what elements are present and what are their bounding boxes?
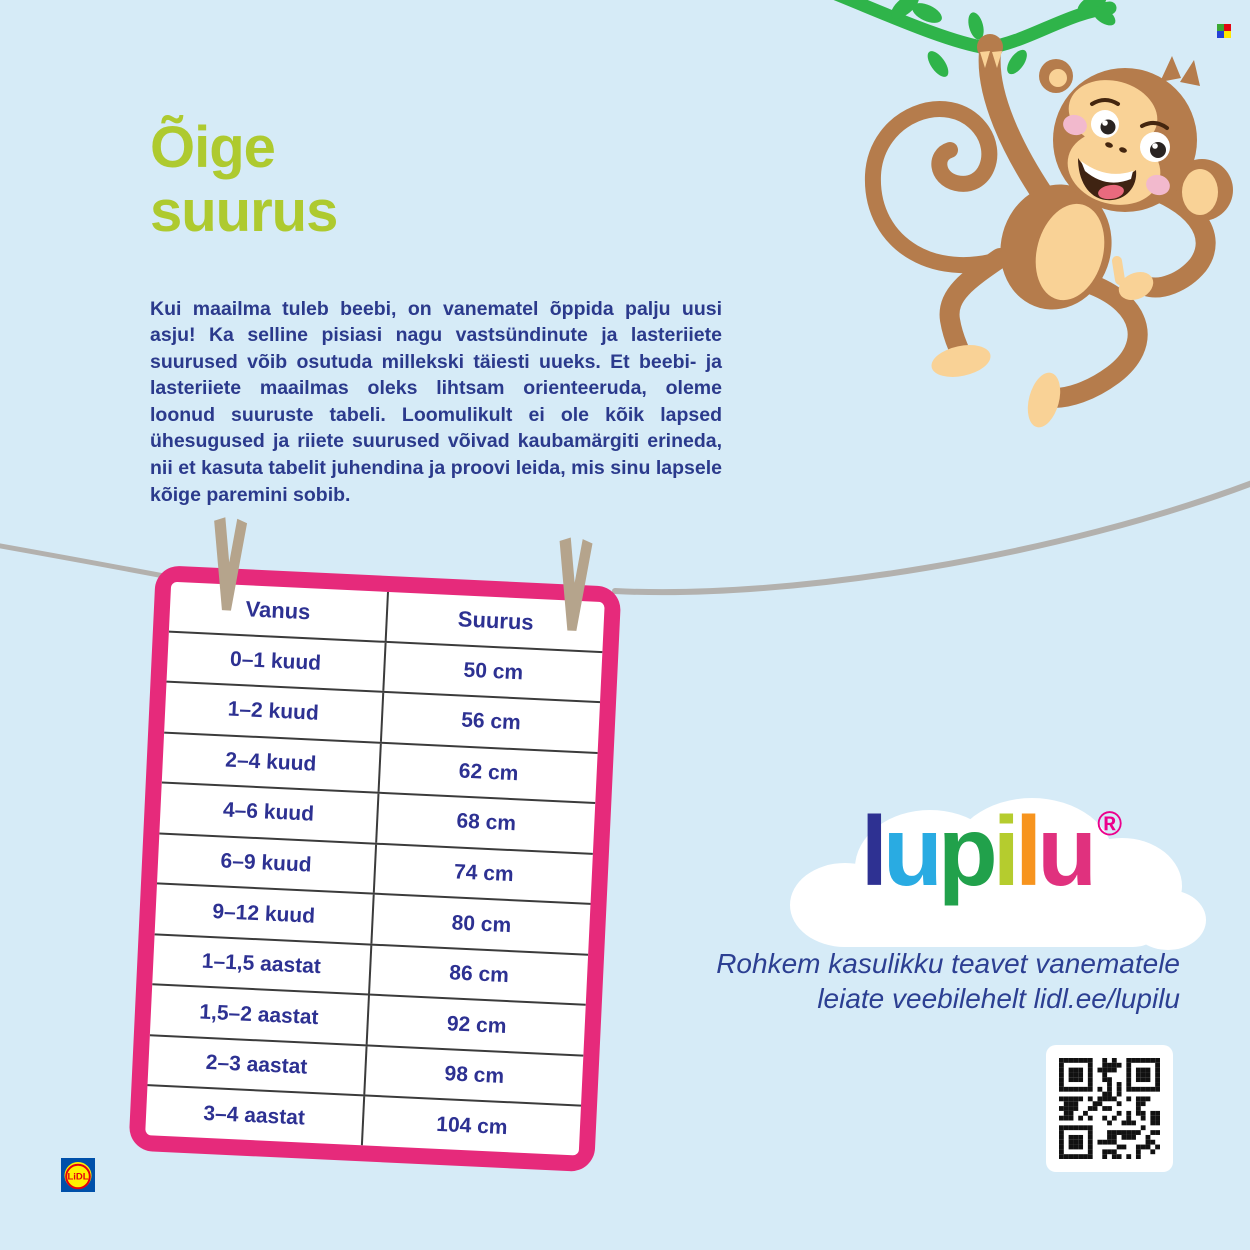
age-cell: 1,5–2 aastat: [198, 1000, 319, 1029]
size-cell: 98 cm: [363, 1046, 583, 1105]
lupilu-letter: u: [883, 796, 938, 906]
clothespin-icon: [206, 516, 251, 616]
marker-square: [1217, 24, 1224, 31]
size-cell: 92 cm: [366, 996, 586, 1055]
marker-square: [1224, 24, 1231, 31]
lupilu-letter: i: [992, 796, 1016, 906]
size-cell: 62 cm: [378, 743, 598, 802]
lupilu-letter: u: [1037, 796, 1093, 906]
age-cell: 6–9 kuud: [220, 849, 313, 877]
age-cell: 3–4 aastat: [202, 1101, 306, 1130]
qr-code-pattern: [1059, 1058, 1160, 1159]
marker-square: [1224, 31, 1231, 38]
size-cell: 50 cm: [382, 642, 602, 701]
age-cell: 1–1,5 aastat: [201, 949, 322, 979]
registered-trademark: ®: [1097, 805, 1123, 843]
size-cell: 104 cm: [361, 1097, 581, 1156]
age-cell: 2–4 kuud: [224, 748, 317, 776]
intro-paragraph: Kui maailma tuleb beebi, on vanematel õppida palju uusi asju! Ka selline pisiasi nagu vastsündinute ja lasteriiete suurused võib osutuda millekski täiesti uueks. Et beebi- ja lasteriiete maailmas oleks lihtsam orienteeruda, oleme loonud suuruste tabeli. Loomulikult ei ole kõik lapsed ühesugused ja riiete suurused võivad kaubamärgiti erineda, nii et kasuta tabelit juhendina ja proovi leida, mis sinu lapsele kõige paremini sobib.: [150, 297, 722, 506]
marker-square: [1217, 31, 1224, 38]
qr-code: [1046, 1045, 1173, 1172]
lupilu-wordmark: [770, 786, 1208, 939]
age-cell: 4–6 kuud: [222, 798, 315, 827]
age-cell: 2–3 aastat: [205, 1051, 308, 1079]
vine-icon: [836, 0, 1119, 80]
age-cell: 0–1 kuud: [229, 647, 322, 675]
lupilu-letter: p: [937, 796, 993, 906]
size-cell: 56 cm: [380, 693, 600, 752]
size-cell: 86 cm: [368, 945, 588, 1004]
column-header-size: Suurus: [385, 592, 605, 651]
lidl-logo: [61, 1158, 95, 1192]
size-table-body: [145, 582, 605, 1156]
size-cell: 68 cm: [375, 794, 595, 853]
size-chart-table: [128, 565, 621, 1172]
lupilu-letter: l: [860, 796, 884, 906]
page-title: [150, 116, 337, 244]
size-cell: 74 cm: [373, 844, 593, 903]
age-cell: 1–2 kuud: [227, 697, 320, 726]
footer-note-line1: Rohkem kasulikku teavet vanematele: [716, 948, 1180, 979]
size-cell: 80 cm: [370, 895, 590, 954]
page-title-line2: suurus: [150, 179, 338, 244]
lidl-logo-text: LiDL: [67, 1171, 89, 1183]
monkey-illustration: [828, 0, 1250, 445]
page-title-line1: Õige: [150, 115, 275, 180]
clothespin-icon: [551, 536, 596, 636]
column-header-age: Vanus: [245, 596, 311, 625]
age-cell: 9–12 kuud: [211, 899, 316, 928]
footer-note: [716, 946, 1180, 1016]
lupilu-letter: l: [1015, 796, 1038, 906]
footer-note-line2: leiate veebilehelt lidl.ee/lupilu: [817, 983, 1180, 1014]
corner-pixel-marker: [1217, 24, 1231, 38]
